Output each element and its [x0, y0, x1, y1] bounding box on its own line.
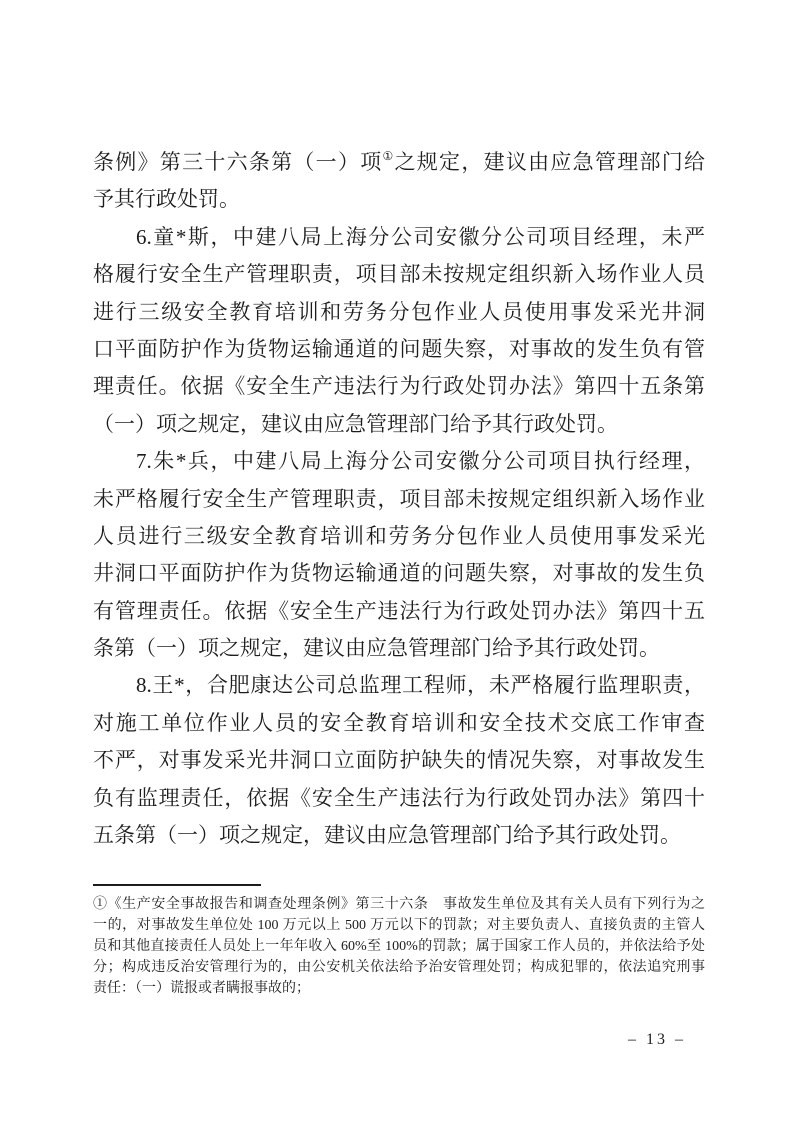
- body-line: 对施工单位作业人员的安全教育培训和安全技术交底工作审查: [93, 710, 705, 735]
- body-line: 予其行政处罚。: [93, 187, 240, 212]
- body-line: 不严，对事发采光井洞口立面防护缺失的情况失察，对事故发生: [93, 748, 705, 773]
- body-line: （一）项之规定，建议由应急管理部门给予其行政处罚。: [93, 411, 618, 436]
- footnote-line: 一的，对事故发生单位处 100 万元以上 500 万元以下的罚款；对主要负责人、直接负责的主管人: [93, 918, 705, 933]
- body-line: 理责任。依据《安全生产违法行为行政处罚办法》第四十五条第: [93, 374, 705, 399]
- body-line: 7.朱*兵，中建八局上海分公司安徽分公司项目执行经理，: [136, 449, 705, 474]
- body-line: 人员进行三级安全教育培训和劳务分包作业人员使用事发采光: [93, 523, 705, 548]
- body-line: 条第（一）项之规定，建议由应急管理部门给予其行政处罚。: [93, 636, 660, 661]
- footnote-section: [93, 884, 705, 999]
- page-number: – 13 –: [628, 1031, 686, 1048]
- footnote-line: 责任：（一）谎报或者瞒报事故的；: [93, 981, 310, 996]
- document-body: [93, 144, 705, 854]
- body-line: 未严格履行安全生产管理职责，项目部未按规定组织新入场作业: [93, 486, 705, 511]
- body-line: 6.童*斯，中建八局上海分公司安徽分公司项目经理，未严: [136, 224, 705, 249]
- body-line: 五条第（一）项之规定，建议由应急管理部门给予其行政处罚。: [93, 823, 681, 848]
- body-line: 条例》第三十六条第（一）项①之规定，建议由应急管理部门给: [93, 149, 705, 174]
- body-line: 有管理责任。依据《安全生产违法行为行政处罚办法》第四十五: [93, 598, 705, 623]
- footnote-lines: [93, 894, 705, 999]
- footnote-reference-marker: ①: [382, 149, 395, 163]
- body-paragraph: [93, 144, 705, 219]
- body-paragraph: [93, 443, 705, 667]
- body-paragraph: [93, 219, 705, 443]
- footnote-line: ①《生产安全事故报告和调查处理条例》第三十六条 事故发生单位及其有关人员有下列行为之: [93, 897, 705, 912]
- body-line: 口平面防护作为货物运输通道的问题失察，对事故的发生负有管: [93, 336, 705, 361]
- footnote-separator-rule: [93, 884, 261, 886]
- body-paragraph: [93, 667, 705, 854]
- body-line: 格履行安全生产管理职责，项目部未按规定组织新入场作业人员: [93, 262, 705, 287]
- body-line: 负有监理责任，依据《安全生产违法行为行政处罚办法》第四十: [93, 785, 705, 810]
- body-line: 进行三级安全教育培训和劳务分包作业人员使用事发采光井洞: [93, 299, 705, 324]
- footnote-line: 分；构成违反治安管理行为的，由公安机关依法给予治安管理处罚；构成犯罪的，依法追究刑事: [93, 960, 705, 975]
- body-line: 8.王*，合肥康达公司总监理工程师，未严格履行监理职责，: [136, 673, 705, 698]
- body-line: 井洞口平面防护作为货物运输通道的问题失察，对事故的发生负: [93, 561, 705, 586]
- footnote-line: 员和其他直接责任人员处上一年年收入 60%至 100%的罚款；属于国家工作人员的，并依法给予处: [93, 939, 705, 954]
